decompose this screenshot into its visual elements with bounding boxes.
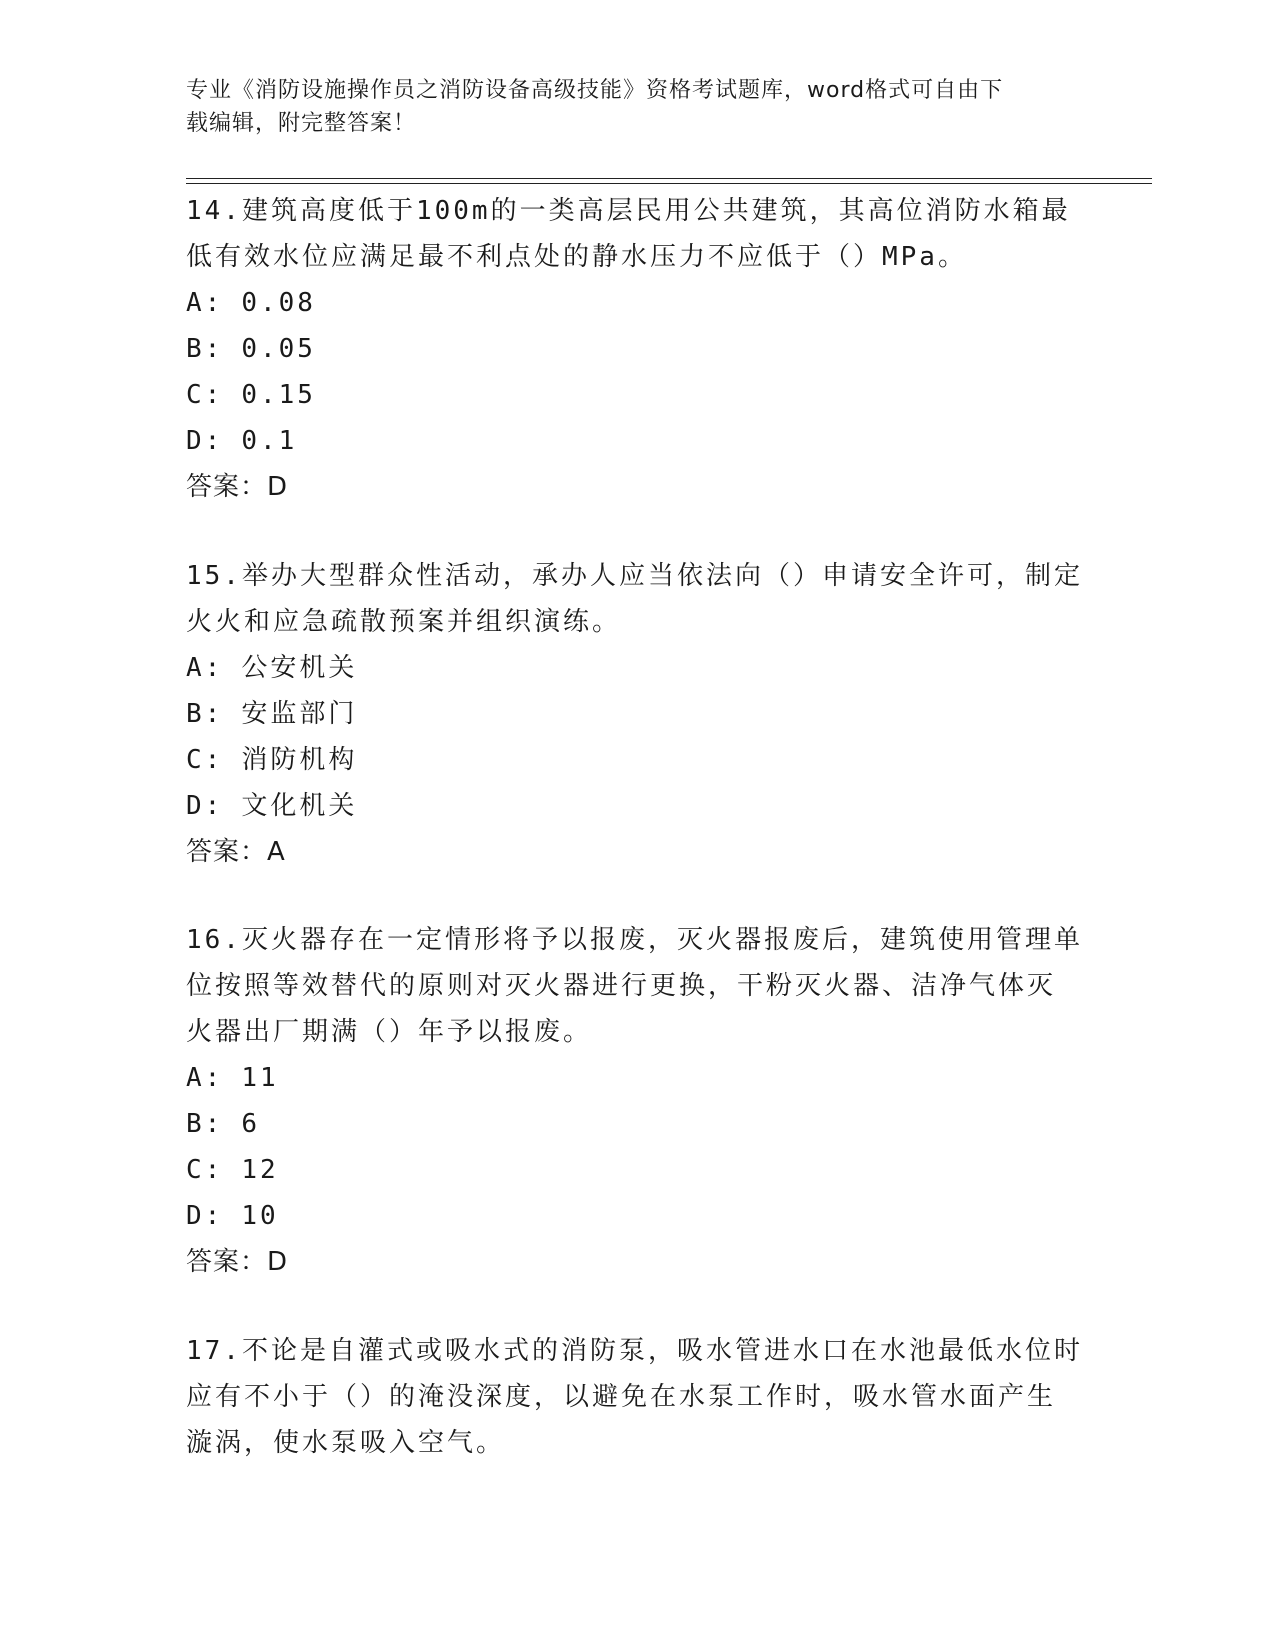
option-key: B: (186, 699, 224, 729)
option-a (186, 1055, 1086, 1101)
question-stem-line: 应有不小于（）的淹没深度，以避免在水泵工作时，吸水管水面产生 (186, 1382, 1057, 1412)
option-d (186, 418, 1086, 464)
option-key: A: (186, 288, 224, 318)
option-key: D: (186, 791, 224, 821)
option-a (186, 280, 1086, 326)
question-stem-line: 17.不论是自灌式或吸水式的消防泵，吸水管进水口在水池最低水位时 (186, 1336, 1083, 1366)
option-text: 安监部门 (241, 699, 358, 729)
question-stem-line: 15.举办大型群众性活动，承办人应当依法向（）申请安全许可，制定 (186, 561, 1083, 591)
option-c (186, 1147, 1086, 1193)
option-key: B: (186, 1109, 224, 1139)
question-stem-line: 位按照等效替代的原则对灭火器进行更换，干粉灭火器、洁净气体灭 (186, 971, 1057, 1001)
question-stem-line: 火器出厂期满（）年予以报废。 (186, 1017, 593, 1047)
option-c (186, 737, 1086, 783)
header-line-2: 载编辑，附完整答案！ (186, 111, 417, 136)
option-b (186, 326, 1086, 372)
answer-line: 答案：D (186, 472, 289, 502)
option-text: 0.15 (241, 380, 316, 410)
header-divider-bottom (186, 183, 1152, 184)
option-key: D: (186, 1201, 224, 1231)
option-text: 6 (241, 1109, 260, 1139)
option-text: 消防机构 (241, 745, 358, 775)
question-stem-line: 漩涡，使水泵吸入空气。 (186, 1428, 506, 1458)
option-key: A: (186, 1063, 224, 1093)
option-text: 11 (241, 1063, 279, 1093)
option-d (186, 783, 1086, 829)
option-text: 10 (241, 1201, 279, 1231)
header-divider-top (186, 178, 1152, 179)
option-text: 12 (241, 1155, 279, 1185)
header-line-1: 专业《消防设施操作员之消防设备高级技能》资格考试题库，word格式可自由下 (186, 78, 1004, 103)
option-key: C: (186, 745, 224, 775)
option-text: 0.05 (241, 334, 316, 364)
answer-line: 答案：A (186, 837, 286, 867)
question-17 (186, 1328, 1086, 1466)
option-key: D: (186, 426, 224, 456)
option-text: 文化机关 (241, 791, 358, 821)
option-text: 0.1 (241, 426, 298, 456)
option-a (186, 645, 1086, 691)
question-stem-line: 14.建筑高度低于100m的一类高层民用公共建筑，其高位消防水箱最 (186, 196, 1071, 226)
question-14 (186, 188, 1086, 510)
question-stem-line: 低有效水位应满足最不利点处的静水压力不应低于（）MPa。 (186, 242, 967, 272)
question-15 (186, 553, 1086, 875)
option-d (186, 1193, 1086, 1239)
question-stem-line: 16.灭火器存在一定情形将予以报废，灭火器报废后，建筑使用管理单 (186, 925, 1083, 955)
option-b (186, 1101, 1086, 1147)
answer-line: 答案：D (186, 1247, 289, 1277)
question-16 (186, 917, 1086, 1285)
option-key: B: (186, 334, 224, 364)
option-text: 0.08 (241, 288, 316, 318)
option-key: C: (186, 380, 224, 410)
document-header (186, 74, 1086, 140)
option-text: 公安机关 (241, 653, 358, 683)
question-stem-line: 火火和应急疏散预案并组织演练。 (186, 607, 622, 637)
option-b (186, 691, 1086, 737)
option-key: A: (186, 653, 224, 683)
option-c (186, 372, 1086, 418)
option-key: C: (186, 1155, 224, 1185)
